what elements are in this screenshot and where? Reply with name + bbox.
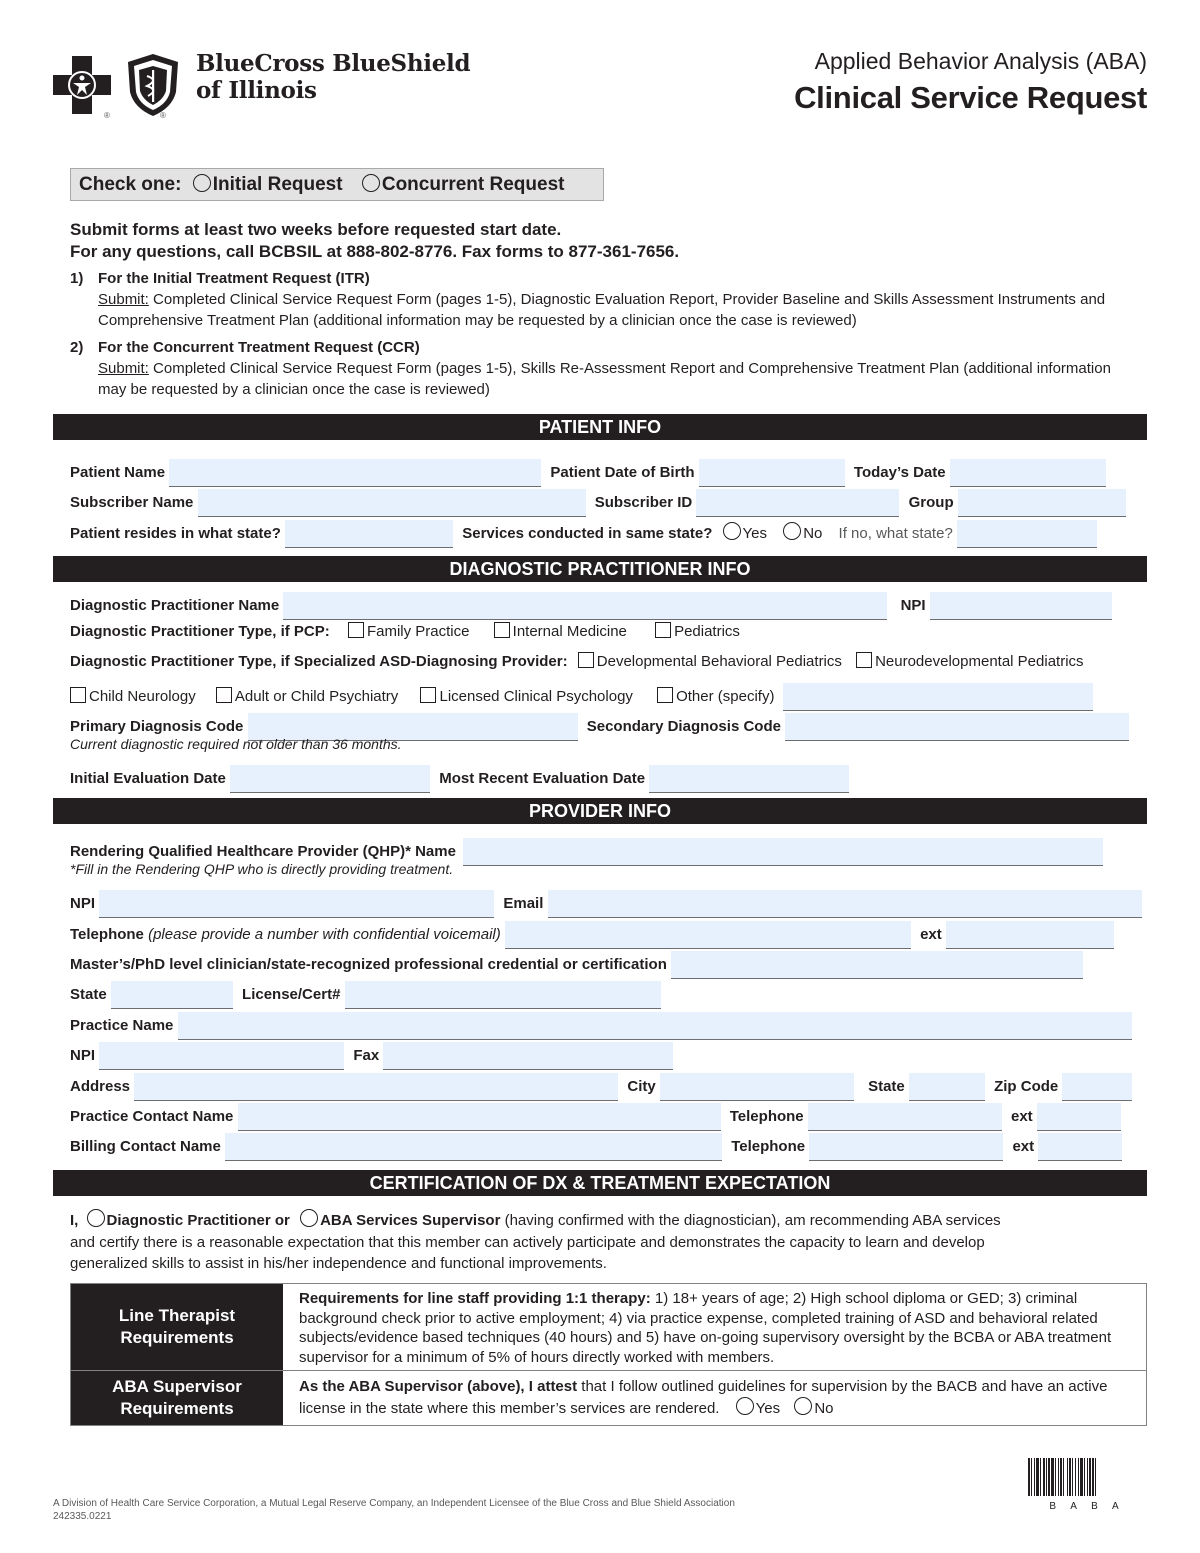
zip-code-input[interactable] <box>1062 1073 1132 1101</box>
prov-row-9: Practice Contact Name Telephone ext <box>70 1103 1121 1131</box>
psychiatry-checkbox[interactable] <box>216 687 232 703</box>
diag-row-2: Diagnostic Practitioner Type, if PCP: Family Practice Internal Medicine Pediatrics <box>70 623 740 640</box>
concurrent-request-radio[interactable] <box>362 174 380 192</box>
patient-row-2: Subscriber Name Subscriber ID Group <box>70 489 1126 517</box>
barcode-bar <box>1092 1458 1094 1496</box>
diag-row-5: Primary Diagnosis Code Secondary Diagnosis Code <box>70 713 1129 741</box>
ccr-instructions: 2) For the Concurrent Treatment Request (CCR) Submit: Completed Clinical Service Request Form (pages 1-5), Skills Re-Assessment Report and Comprehensive Treatment Plan (additional information may be requested by a clinician once the case is reviewed) <box>70 339 1111 398</box>
barcode-bar <box>1075 1458 1076 1496</box>
secondary-diagnosis-input[interactable] <box>785 713 1129 741</box>
practice-contact-input[interactable] <box>238 1103 721 1131</box>
initial-request-label: Initial Request <box>212 174 343 195</box>
barcode-bar <box>1063 1458 1064 1496</box>
prov-row-10: Billing Contact Name Telephone ext <box>70 1133 1122 1161</box>
diag-row-4: Child Neurology Adult or Child Psychiatry Licensed Clinical Psychology Other (specify) <box>70 683 1093 711</box>
todays-date-input[interactable] <box>950 459 1106 487</box>
prov-row-4: Master’s/PhD level clinician/state-recognized professional credential or certification <box>70 951 1083 979</box>
license-number-input[interactable] <box>345 981 661 1009</box>
provider-email-input[interactable] <box>548 890 1142 918</box>
provider-info-heading: PROVIDER INFO <box>53 798 1147 824</box>
subscriber-name-input[interactable] <box>198 489 586 517</box>
registered-mark: ® <box>104 111 110 120</box>
aba-supervisor-row <box>71 1371 1146 1425</box>
bluecross-logo-icon <box>53 56 111 114</box>
billing-contact-input[interactable] <box>225 1133 722 1161</box>
practice-name-input[interactable] <box>178 1012 1132 1040</box>
diag-row-1: Diagnostic Practitioner Name NPI <box>70 592 1112 620</box>
neurodevelopmental-pediatrics-checkbox[interactable] <box>856 652 872 668</box>
line-therapist-text: Requirements for line staff providing 1:1 therapy: 1) 18+ years of age; 2) High school diploma or GED; 3) criminal background check prior to active employment; 4) via practice expense, completed training of ASD and behavioral related subjects/evidence based techniques (40 hours) and 5) have on-going supervisory oversight by the BCBA or ABA treatment supervisor for a minimum of 5% of hours directly worked with members. <box>299 1290 1112 1366</box>
submission-instructions <box>70 219 679 263</box>
line-therapist-heading: Line Therapist Requirements <box>71 1284 283 1370</box>
prov-row-3: Telephone (please provide a number with confidential voicemail) ext <box>70 921 1114 949</box>
barcode-bar <box>1078 1458 1079 1496</box>
diag-row-6: Initial Evaluation Date Most Recent Evaluation Date <box>70 765 849 793</box>
barcode-bar <box>1034 1458 1035 1496</box>
supervisor-attest-no-radio[interactable] <box>794 1397 812 1415</box>
brand-name: BlueCross BlueShield of Illinois <box>196 50 471 104</box>
recent-eval-date-input[interactable] <box>649 765 849 793</box>
initial-eval-date-input[interactable] <box>230 765 430 793</box>
diag-practitioner-name-input[interactable] <box>283 592 887 620</box>
barcode-bar <box>1089 1458 1091 1496</box>
diagnostic-age-note: Current diagnostic required not older than 36 months. <box>70 736 402 752</box>
pediatrics-checkbox[interactable] <box>655 622 671 638</box>
registered-mark: ® <box>160 111 166 120</box>
diagnostic-practitioner-heading: DIAGNOSTIC PRACTITIONER INFO <box>53 556 1147 582</box>
itr-instructions: 1) For the Initial Treatment Request (ITR) Submit: Completed Clinical Service Request Form (pages 1-5), Diagnostic Evaluation Report, Provider Baseline and Skills Assessment Instruments and Comprehensive Treatment Plan (additional information may be requested by a clinician once the case is reviewed) <box>70 270 1106 329</box>
line-therapist-row <box>71 1284 1146 1371</box>
patient-state-input[interactable] <box>285 520 453 548</box>
other-state-input[interactable] <box>957 520 1097 548</box>
clinical-psychology-checkbox[interactable] <box>420 687 436 703</box>
barcode-bar <box>1040 1458 1041 1496</box>
address-input[interactable] <box>134 1073 618 1101</box>
supervisor-attest-yes-radio[interactable] <box>736 1397 754 1415</box>
barcode-bar <box>1087 1458 1088 1496</box>
form-subtitle: Applied Behavior Analysis (ABA) <box>814 48 1147 74</box>
same-state-no-radio[interactable] <box>783 522 801 540</box>
diagnostic-practitioner-radio[interactable] <box>87 1209 105 1227</box>
barcode-bar <box>1046 1458 1047 1496</box>
billing-contact-phone-input[interactable] <box>809 1133 1003 1161</box>
group-input[interactable] <box>958 489 1126 517</box>
subscriber-id-input[interactable] <box>696 489 899 517</box>
provider-npi-input[interactable] <box>99 890 494 918</box>
dev-behavioral-pediatrics-checkbox[interactable] <box>578 652 594 668</box>
license-state-input[interactable] <box>111 981 233 1009</box>
prov-row-1: Rendering Qualified Healthcare Provider (QHP)* Name <box>70 838 1103 866</box>
patient-row-3: Patient resides in what state? Services conducted in same state? Yes No If no, what state? <box>70 520 1097 548</box>
check-one-label: Check one: <box>79 174 182 195</box>
qhp-name-input[interactable] <box>463 838 1103 866</box>
footer-legal: A Division of Health Care Service Corporation, a Mutual Legal Reserve Company, an Independent Licensee of the Blue Cross and Blue Shield Association 242335.0221 <box>53 1498 735 1522</box>
provider-telephone-input[interactable] <box>505 921 911 949</box>
certification-statement: I, Diagnostic Practitioner or ABA Services Supervisor (having confirmed with the diagnostician), am recommending ABA services and certify there is a reasonable expectation that this member can actively participate and demonstrates the capacity to learn and develop generalized skills to assist in his/her independence and functional improvements. <box>70 1209 1140 1275</box>
barcode-bar <box>1084 1458 1085 1496</box>
intro-line-1: Submit forms at least two weeks before requested start date. <box>70 220 562 239</box>
barcode-bar <box>1043 1458 1045 1496</box>
aba-supervisor-radio[interactable] <box>300 1209 318 1227</box>
prov-row-7: NPI Fax <box>70 1042 673 1070</box>
concurrent-request-label: Concurrent Request <box>381 174 565 195</box>
form-title: Clinical Service Request <box>794 80 1147 115</box>
barcode-bar <box>1031 1458 1032 1496</box>
barcode-bar <box>1095 1458 1096 1496</box>
other-specify-checkbox[interactable] <box>657 687 673 703</box>
credential-input[interactable] <box>671 951 1083 979</box>
barcode-bar <box>1060 1458 1062 1496</box>
barcode-bar <box>1080 1458 1083 1496</box>
barcode-bar <box>1069 1458 1071 1496</box>
prov-row-6: Practice Name <box>70 1012 1132 1040</box>
barcode-bar <box>1028 1458 1030 1496</box>
barcode-bar <box>1036 1458 1039 1496</box>
billing-contact-ext-input[interactable] <box>1038 1133 1122 1161</box>
barcode-bar <box>1058 1458 1059 1496</box>
initial-request-radio[interactable] <box>193 174 211 192</box>
patient-name-input[interactable] <box>169 459 541 487</box>
diag-npi-input[interactable] <box>930 592 1112 620</box>
certification-heading: CERTIFICATION OF DX & TREATMENT EXPECTATION <box>53 1170 1147 1196</box>
barcode-bar <box>1072 1458 1073 1496</box>
intro-line-2: For any questions, call BCBSIL at 888-802-8776. Fax forms to 877-361-7656. <box>70 242 680 261</box>
same-state-yes-radio[interactable] <box>723 522 741 540</box>
barcode-icon <box>1028 1458 1146 1498</box>
patient-row-1: Patient Name Patient Date of Birth Today’s Date <box>70 459 1106 487</box>
diag-row-3: Diagnostic Practitioner Type, if Specialized ASD-Diagnosing Provider: Developmental Behavioral Pediatrics Neurodevelopmental Pediatrics <box>70 653 1084 670</box>
other-specify-input[interactable] <box>783 683 1093 711</box>
practice-npi-input[interactable] <box>99 1042 344 1070</box>
barcode-bar <box>1055 1458 1056 1496</box>
patient-dob-input[interactable] <box>699 459 845 487</box>
aba-supervisor-heading: ABA Supervisor Requirements <box>71 1371 283 1425</box>
aba-supervisor-text: As the ABA Supervisor (above), I attest that I follow outlined guidelines for supervision by the BACB and have an active license in the state where this member’s services are rendered. Yes No <box>299 1378 1108 1417</box>
barcode-bar <box>1048 1458 1050 1496</box>
requirements-table <box>70 1283 1147 1426</box>
family-practice-checkbox[interactable] <box>348 622 364 638</box>
prov-row-5: State License/Cert# <box>70 981 661 1009</box>
patient-info-heading: PATIENT INFO <box>53 414 1147 440</box>
practice-fax-input[interactable] <box>383 1042 673 1070</box>
address-state-input[interactable] <box>909 1073 985 1101</box>
city-input[interactable] <box>660 1073 854 1101</box>
practice-contact-ext-input[interactable] <box>1037 1103 1121 1131</box>
blueshield-logo-icon <box>124 52 182 118</box>
form-barcode: B A B A <box>1028 1458 1146 1512</box>
prov-row-8: Address City State Zip Code <box>70 1073 1132 1101</box>
barcode-bar <box>1051 1458 1054 1496</box>
internal-medicine-checkbox[interactable] <box>494 622 510 638</box>
practice-contact-phone-input[interactable] <box>808 1103 1002 1131</box>
child-neurology-checkbox[interactable] <box>70 687 86 703</box>
barcode-bar <box>1067 1458 1068 1496</box>
qhp-note: *Fill in the Rendering QHP who is directly providing treatment. <box>70 861 454 877</box>
prov-row-2: NPI Email <box>70 890 1142 918</box>
request-type-box <box>70 168 604 201</box>
provider-ext-input[interactable] <box>946 921 1114 949</box>
